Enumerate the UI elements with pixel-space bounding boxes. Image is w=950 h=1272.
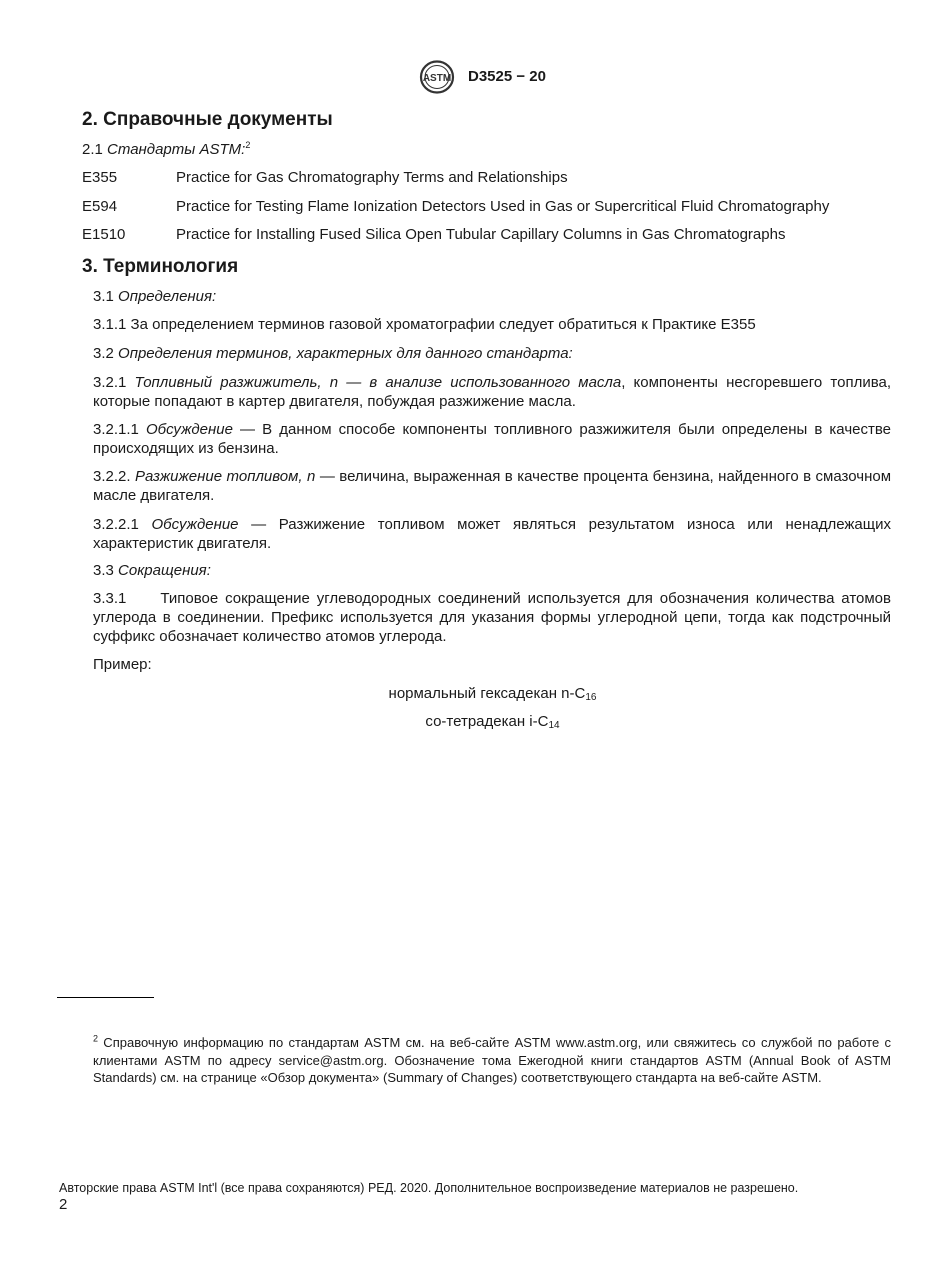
example-label: Пример: xyxy=(93,656,152,673)
paragraph-3-3-1: 3.3.1 Типовое сокращение углеводородных соединений используется для обозначения количества атомов углерода в соединении. Префикс используется для указания формы углеродной цепи, тогда как подстрочный суффикс обозначает количество атомов углерода. xyxy=(93,590,891,645)
section-2-heading: 2. Справочные документы xyxy=(82,109,333,130)
page-number: 2 xyxy=(59,1196,68,1213)
page-header xyxy=(0,60,950,96)
footnote-rule xyxy=(57,997,154,998)
paragraph-3-1: 3.1 Определения: xyxy=(93,288,217,305)
ref-code: E355 xyxy=(82,169,118,186)
paragraph-3-3: 3.3 Сокращения: xyxy=(93,562,211,579)
section-3-heading: 3. Терминология xyxy=(82,256,239,277)
document-number: D3525 − 20 xyxy=(468,68,546,85)
example-2: со-тетрадекан $i-C_{14}$ xyxy=(425,713,560,731)
ref-title: Practice for Testing Flame Ionization Detectors Used in Gas or Supercritical Fluid Chromatography xyxy=(176,198,830,215)
copyright-notice: Авторские права ASTM Int'l (все права сохраняются) РЕД. 2020. Дополнительное воспроизведение материалов не разрешено. xyxy=(59,1181,799,1195)
astm-logo xyxy=(419,60,455,94)
subsection-2-1: 2.1 Стандарты ASTM:$^2$ xyxy=(82,140,251,158)
paragraph-3-2-1-1: 3.2.1.1 Обсуждение — В данном способе компоненты топливного разжижителя были определены в качестве происходящих из бензина. xyxy=(93,421,891,457)
paragraph-3-2-1: 3.2.1 Топливный разжижитель, n — в анализе использованного масла, компоненты несгоревшего топлива, которые попадают в картер двигателя, побуждая разжижение масла. xyxy=(93,374,892,410)
ref-code: E1510 xyxy=(82,226,126,243)
paragraph-3-2: 3.2 Определения терминов, характерных для данного стандарта: xyxy=(93,345,573,362)
paragraph-3-2-2: 3.2.2. Разжижение топливом, n — величина, выраженная в качестве процента бензина, найденного в смазочном масле двигателя. xyxy=(93,468,892,504)
paragraph-3-1-1: 3.1.1 За определением терминов газовой хроматографии следует обратиться к Практике E355 xyxy=(93,316,756,333)
ref-title: Practice for Installing Fused Silica Open Tubular Capillary Columns in Gas Chromatographs xyxy=(176,226,786,243)
ref-title: Practice for Gas Chromatography Terms and Relationships xyxy=(176,169,568,186)
logo-text: ASTM xyxy=(422,73,452,84)
example-1: нормальный гексадекан $n-C_{16}$ xyxy=(388,685,597,703)
ref-code: E594 xyxy=(82,198,118,215)
footnote: $^2$ Справочную информацию по стандартам ASTM см. на веб-сайте ASTM www.astm.org, или свяжитесь со службой по работе с клиентами ASTM по адресу service@astm.org. Обозначение тома Ежегодной книги стандартов ASTM (Annual Book of ASTM Standards) см. на странице «Обзор документа» (Summary of Changes) соответствующего стандарта на веб-сайте ASTM. xyxy=(93,1033,891,1085)
paragraph-3-2-2-1: 3.2.2.1 Обсуждение — Разжижение топливом может являться результатом износа или ненадлежащих характеристик двигателя. xyxy=(93,516,891,552)
